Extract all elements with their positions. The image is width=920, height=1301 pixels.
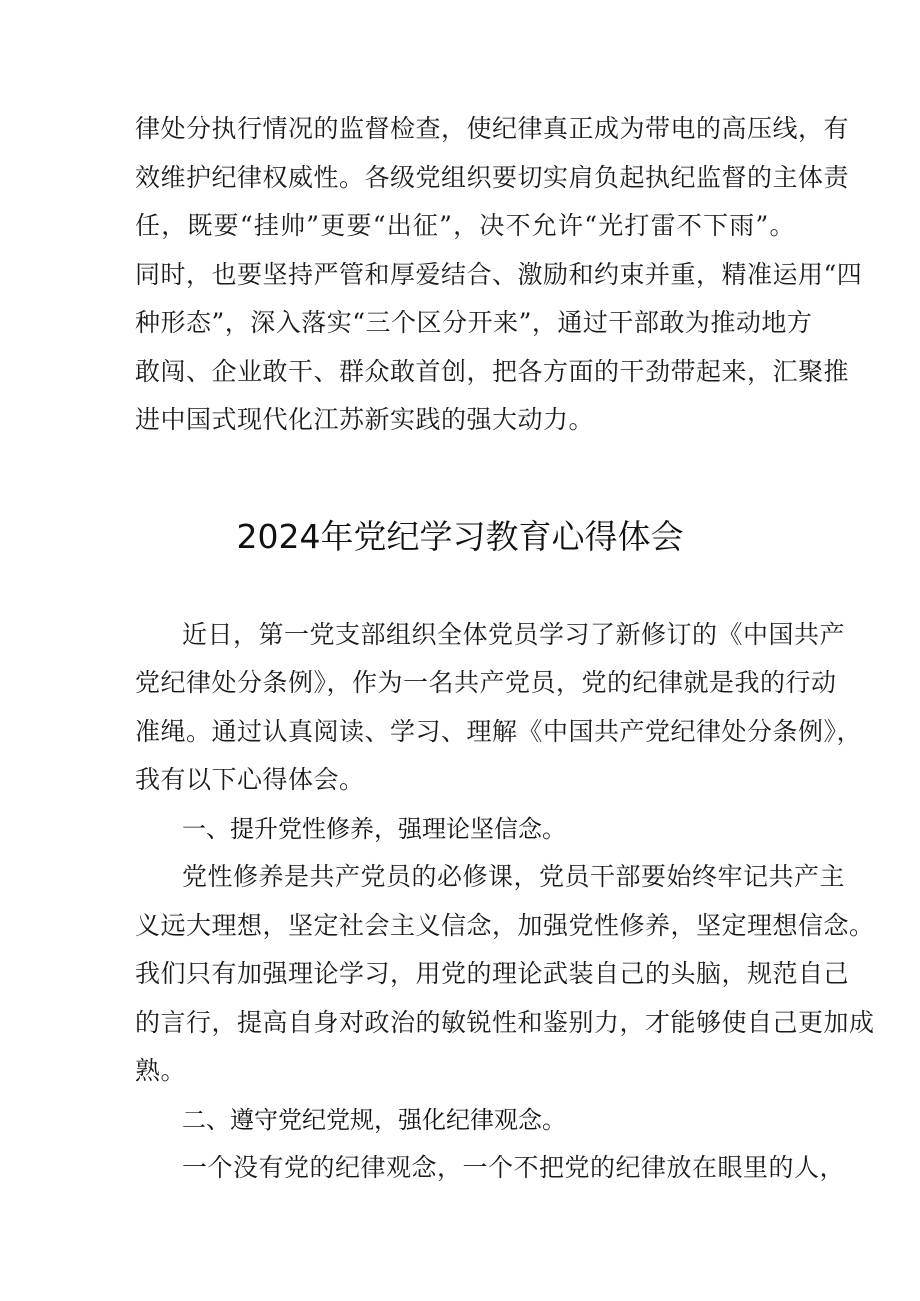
continuation-line-3: 任，既要“挂帅”更要“出征”，决不允许“光打雷不下雨”。 (135, 211, 795, 240)
section1-line-4: 的言行，提高自身对政治的敏锐性和鉴别力，才能够使自己更加成 (135, 1008, 875, 1037)
intro-line-2: 党纪律处分条例》，作为一名共产党员，党的纪律就是我的行动 (135, 668, 837, 697)
continuation-line-6: 敢闯、企业敢干、群众敢首创，把各方面的干劲带起来，汇聚推 (135, 357, 850, 386)
section1-line-2: 义远大理想，坚定社会主义信念，加强党性修养，坚定理想信念。 (135, 911, 875, 940)
section1-line-3: 我们只有加强理论学习，用党的理论武装自己的头脑，规范自己 (135, 959, 850, 988)
intro-line-1: 近日，第一党支部组织全体党员学习了新修订的《中国共产 (182, 620, 846, 649)
intro-line-4: 我有以下心得体会。 (135, 765, 365, 794)
continuation-line-7: 进中国式现代化江苏新实践的强大动力。 (135, 405, 595, 434)
section1-line-1: 党性修养是共产党员的必修课，党员干部要始终牢记共产主 (182, 862, 846, 891)
continuation-line-5: 种形态”，深入落实“三个区分开来”，通过干部敢为推动地方 (135, 308, 813, 337)
continuation-line-2: 效维护纪律权威性。各级党组织要切实肩负起执纪监督的主体责 (135, 163, 850, 192)
section1-line-5: 熟。 (135, 1056, 187, 1085)
intro-line-3: 准绳。通过认真阅读、学习、理解《中国共产党纪律处分条例》， (135, 717, 863, 746)
continuation-line-1: 律处分执行情况的监督检查，使纪律真正成为带电的高压线，有 (135, 114, 850, 143)
section-heading-1: 一、提升党性修养，强理论坚信念。 (182, 815, 566, 843)
article-title: 2024年党纪学习教育心得体会 (236, 517, 684, 556)
section-heading-2: 二、遵守党纪党规，强化纪律观念。 (182, 1106, 566, 1134)
continuation-line-4: 同时，也要坚持严管和厚爱结合、激励和约束并重，精准运用“四 (135, 260, 863, 289)
section2-line-1: 一个没有党的纪律观念，一个不把党的纪律放在眼里的人， (182, 1153, 846, 1182)
